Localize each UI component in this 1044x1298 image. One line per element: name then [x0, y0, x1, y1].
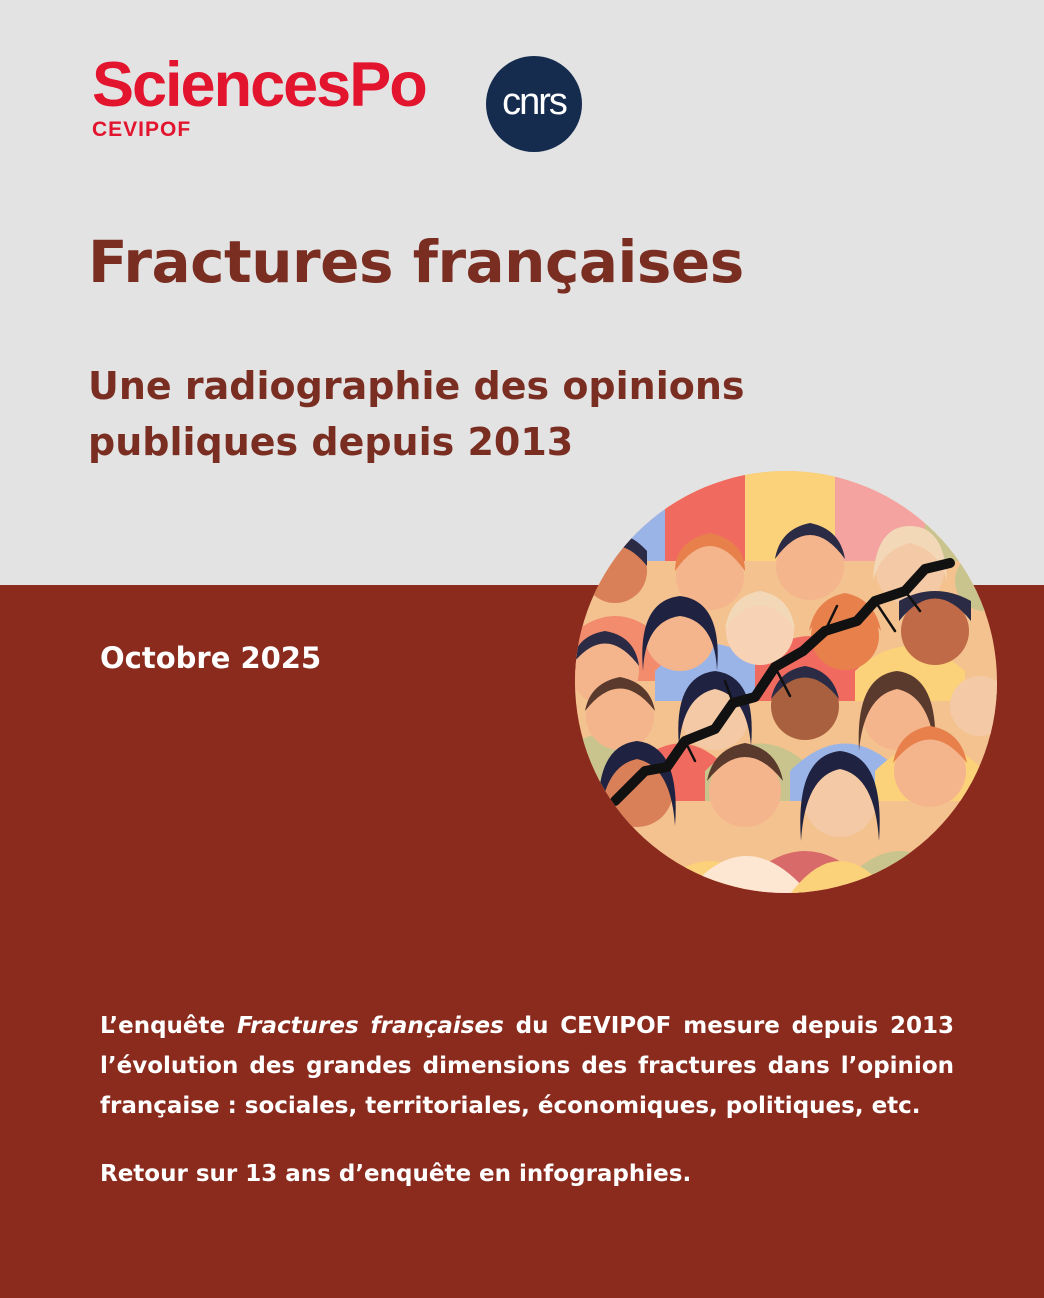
sciencespo-logo-name: SciencesPo — [92, 50, 426, 120]
page-title: Fractures françaises — [88, 228, 744, 296]
description-closing-line: Retour sur 13 ans d’enquête en infographies. — [100, 1161, 692, 1187]
description — [100, 1006, 954, 1194]
crowd-illustration — [575, 471, 997, 893]
description-paragraph — [100, 1006, 954, 1126]
sciencespo-logo-sub: CEVIPOF — [92, 118, 192, 141]
sciencespo-logo — [92, 52, 426, 142]
cnrs-logo: cnrs — [486, 56, 582, 152]
publication-date: Octobre 2025 — [100, 641, 322, 675]
page-subtitle: Une radiographie des opinions publiques depuis 2013 — [88, 364, 745, 464]
description-text-after: du CEVIPOF mesure depuis 2013 l’évolution des grandes dimensions des fractures dans l’opinion française : sociales, territoriales, économiques, politiques, etc. — [100, 1013, 954, 1119]
description-text-before: L’enquête — [100, 1013, 237, 1039]
description-survey-name: Fractures françaises — [236, 1013, 504, 1039]
